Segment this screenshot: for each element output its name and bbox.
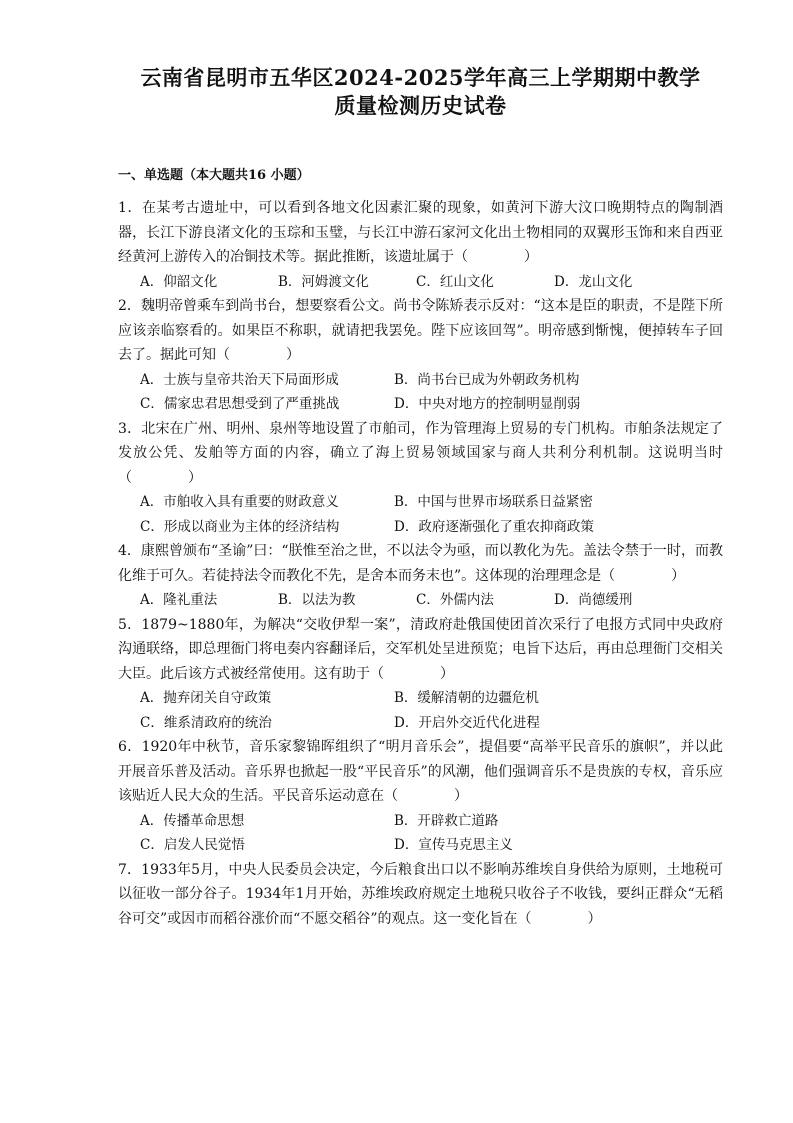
option-c: C．外儒内法 [416, 592, 494, 608]
question-options [118, 270, 723, 295]
question-4 [118, 539, 723, 613]
option-a: A．市舶收入具有重要的财政意义 [140, 494, 339, 510]
question-2 [118, 294, 723, 417]
question-stem: 5．1879~1880年，为解决“交收伊犁一案”，清政府赴俄国使团首次采行了电报方式同中央政府沟通联络，即总理衙门将电奏内容翻译后，交军机处呈进预览；电旨下达后，再由总理衙门交相关大臣。此后该方式被经常使用。这有助于（ ） [118, 616, 723, 682]
option-d: D．开启外交近代化进程 [394, 714, 540, 731]
exam-title [118, 64, 723, 120]
section-heading: 一、单选题（本大题共16 小题） [118, 168, 310, 183]
question-options [118, 490, 723, 539]
option-c: C．红山文化 [416, 273, 494, 290]
question-stem: 7．1933年5月，中央人民委员会决定，今后粮食出口以不影响苏维埃自身供给为原则，土地税可以征收一部分谷子。1934年1月开始，苏维埃政府规定土地税只收谷子不收钱，要纠正群众“无稻谷可交”或因市而稻谷涨价而“不愿交稻谷”的观点。这一变化旨在（ ） [118, 861, 723, 927]
option-b: B．开辟救亡道路 [394, 812, 499, 829]
option-b: B．缓解清朝的边疆危机 [394, 690, 539, 706]
question-5 [118, 613, 723, 736]
option-d: D．中央对地方的控制明显削弱 [394, 396, 581, 412]
question-options [118, 368, 723, 417]
option-b: B．以法为教 [278, 592, 356, 608]
question-stem: 4．康熙曾颁布“圣谕”曰：“朕惟至治之世，不以法令为亟，而以教化为先。盖法令禁于一时，而教化维于可久。若徒持法令而教化不先，是舍本而务末也”。这体现的治理理念是（ ） [118, 543, 723, 584]
option-c: C．儒家忠君思想受到了严重挑战 [140, 396, 340, 412]
option-a: A．士族与皇帝共治天下局面形成 [140, 371, 339, 388]
question-options [118, 809, 723, 858]
option-c: C．启发人民觉悟 [140, 837, 245, 853]
option-c: C．维系清政府的统治 [140, 714, 272, 731]
question-6 [118, 735, 723, 858]
option-a: A．仰韶文化 [140, 273, 218, 290]
question-options [118, 588, 723, 613]
question-1 [118, 196, 723, 294]
option-b: B．河姆渡文化 [278, 273, 369, 290]
question-stem: 6．1920年中秋节，音乐家黎锦晖组织了“明月音乐会”，提倡要“高举平民音乐的旗帜”，并以此开展音乐普及活动。音乐界也掀起一股“平民音乐”的风潮，他们强调音乐不是贵族的专权，音乐应该贴近人民大众的生活。平民音乐运动意在（ ） [118, 739, 723, 804]
exam-title-line1: 云南省昆明市五华区2024-2025学年高三上学期期中教学 [140, 65, 701, 90]
option-a: A．传播革命思想 [140, 812, 245, 829]
question-7 [118, 858, 723, 932]
option-b: B．尚书台已成为外朝政务机构 [394, 371, 580, 388]
option-d: D．龙山文化 [554, 273, 633, 290]
question-options [118, 686, 723, 735]
option-a: A．隆礼重法 [140, 592, 218, 608]
option-d: D．尚德缓刑 [554, 592, 633, 608]
option-d: D．政府逐渐强化了重农抑商政策 [394, 518, 594, 535]
option-c: C．形成以商业为主体的经济结构 [140, 518, 340, 535]
option-d: D．宣传马克思主义 [394, 837, 513, 853]
question-3 [118, 417, 723, 540]
question-stem: 1．在某考古遗址中，可以看到各地文化因素汇聚的现象，如黄河下游大汶口晚期特点的陶制酒器，长江下游良渚文化的玉琮和玉璧，与长江中游石家河文化出土物相同的双翼形玉饰和来自西亚经黄河上游传入的冶铜技术等。据此推断，该遗址属于（ ） [118, 200, 723, 265]
option-a: A．抛弃闭关自守政策 [140, 690, 272, 706]
option-b: B．中国与世界市场联系日益紧密 [394, 494, 593, 510]
exam-title-line2: 质量检测历史试卷 [334, 93, 507, 118]
question-stem: 3．北宋在广州、明州、泉州等地设置了市舶司，作为管理海上贸易的专门机构。市舶条法规定了发放公凭、发舶等方面的内容，确立了海上贸易领域国家与商人共利分利机制。这说明当时（ ） [118, 420, 723, 486]
question-stem: 2．魏明帝曾乘车到尚书台，想要察看公文。尚书令陈矫表示反对：“这本是臣的职责，不是陛下所应该亲临察看的。如果臣不称职，就请把我罢免。陛下应该回驾”。明帝感到惭愧，便掉转车子回去了。据此可知（ ） [118, 298, 723, 363]
